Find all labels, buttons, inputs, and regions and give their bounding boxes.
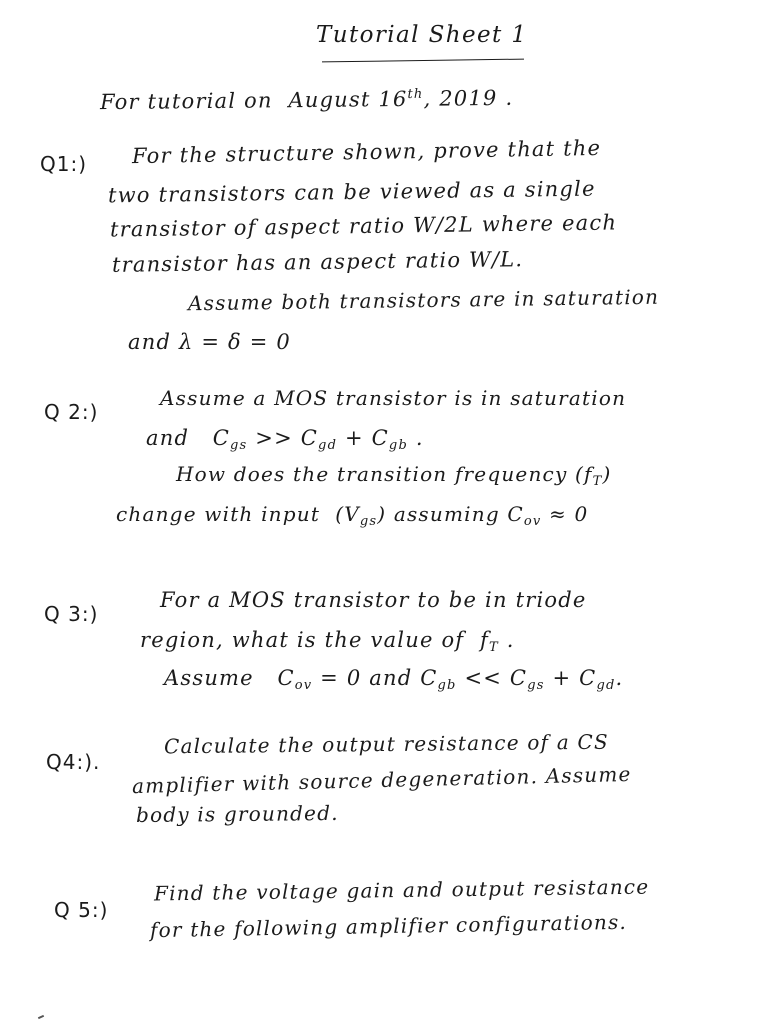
q3-line-3 xyxy=(164,666,623,693)
q3-sub-ov: ov xyxy=(294,678,313,693)
q3-c4: C xyxy=(579,666,597,690)
q3-sub-t: T xyxy=(489,640,499,655)
q5-line-1: Find the voltage gain and output resistance xyxy=(153,874,650,906)
q3-sub-gd: gd xyxy=(596,678,616,693)
q2-sub-ov: ov xyxy=(523,514,542,529)
q3-eq-zero-and: = 0 and xyxy=(312,666,421,690)
q5-line-2: for the following amplifier configurations. xyxy=(149,909,628,943)
q3-sub-gb: gb xyxy=(437,678,457,693)
q3-period: . xyxy=(506,628,515,652)
q2-c3: C xyxy=(371,426,389,450)
q3-end-period: . xyxy=(615,666,624,690)
q1-line-4: transistor has an aspect ratio W/L. xyxy=(111,247,524,277)
q2-approx-zero: ≈ 0 xyxy=(549,502,589,526)
q1-line-2: two transistors can be viewed as a single xyxy=(107,176,596,208)
q4-label: Q4:). xyxy=(46,750,101,774)
q4-line-3: body is grounded. xyxy=(135,800,339,828)
date-month-day: August 16 xyxy=(288,86,408,113)
q3-c3: C xyxy=(509,666,528,690)
q2-sub-gs-2: gs xyxy=(359,514,378,529)
q5-label: Q 5:) xyxy=(54,898,109,922)
q2-much-greater: >> xyxy=(247,426,301,450)
q2-line-1: Assume a MOS transistor is in saturation xyxy=(160,386,627,410)
q3-sub-gs: gs xyxy=(527,678,545,693)
q2-label: Q 2:) xyxy=(44,400,99,424)
q2-v-open: (V xyxy=(335,502,360,526)
q2-sub-gd: gd xyxy=(318,438,338,453)
ink-speck xyxy=(38,1015,44,1019)
q3-c1: C xyxy=(277,666,295,690)
q2-and: and xyxy=(146,426,190,450)
q3-c2: C xyxy=(420,666,438,690)
q3-line-1: For a MOS transistor to be in triode xyxy=(160,588,587,612)
q2-c2: C xyxy=(300,426,319,450)
q2-v-close: ) xyxy=(377,502,387,526)
q2-assuming: assuming xyxy=(393,502,500,526)
q2-period: . xyxy=(407,426,424,450)
q2-transition-text: How does the transition frequency (f xyxy=(176,462,593,486)
page-title: Tutorial Sheet 1 xyxy=(316,22,528,48)
q1-line-3: transistor of aspect ratio W/2L where each xyxy=(109,210,618,242)
date-year: , 2019 . xyxy=(423,85,514,111)
date-suffix: th xyxy=(407,86,424,102)
q3-label: Q 3:) xyxy=(44,602,99,626)
title-underline xyxy=(322,59,524,63)
q1-line-1: For the structure shown, prove that the xyxy=(131,135,602,169)
q3-much-less: << xyxy=(456,666,510,690)
q1-label: Q1:) xyxy=(40,152,88,176)
q2-paren-close: ) xyxy=(602,462,612,486)
q2-line-3 xyxy=(176,462,612,489)
q2-change-text: change with input xyxy=(116,502,321,526)
q2-plus: + xyxy=(337,426,372,450)
q3-line-2 xyxy=(140,628,515,655)
q2-line-4 xyxy=(116,502,589,529)
q1-line-5: Assume both transistors are in saturation xyxy=(187,284,660,316)
q2-line-2 xyxy=(146,426,424,453)
q2-sub-gs: gs xyxy=(230,438,248,453)
q3-region-text: region, what is the value of xyxy=(140,628,465,652)
q2-c1: C xyxy=(212,426,231,450)
q3-plus: + xyxy=(544,666,580,690)
q3-assume: Assume xyxy=(164,666,254,690)
q2-sub-gb: gb xyxy=(388,438,408,453)
q4-line-1: Calculate the output resistance of a CS xyxy=(163,729,609,759)
date-line xyxy=(100,86,513,114)
q1-line-6: and λ = δ = 0 xyxy=(128,330,291,354)
q4-line-2: amplifier with source degeneration. Assume xyxy=(131,761,632,799)
q2-c-ov: C xyxy=(507,502,524,526)
q2-sub-t: T xyxy=(592,474,603,489)
q3-f: f xyxy=(480,628,490,652)
date-prefix: For tutorial on xyxy=(99,88,273,115)
